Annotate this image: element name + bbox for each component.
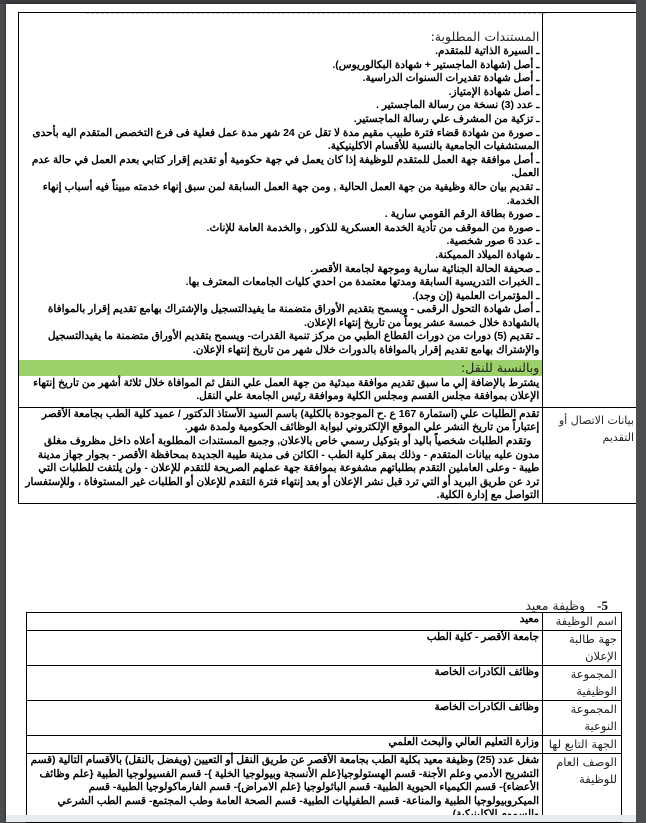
job-row-label: الجهة التابع لها <box>543 736 622 754</box>
job-row <box>27 613 622 631</box>
job-row-label: الوصف العام للوظيفة <box>543 754 622 823</box>
job-row-value: شغل عدد (25) وظيفة معيد بكلية الطب بجامعة الأقصر عن طريق النقل أو التعيين (ويفضل بالنقل) بالأقسام التالية (قسم التشريح الأدمي وعلم الأجنة- قسم الهستولوجيا{علم الأنسجة وبيولوجيا الخلية }- قسم الفسيولوجيا الطبية {علم وظائف الأعضاء}- قسم الكيمياء الحيوية الطبية- قسم الباثولوجيا {علم الامراض}- قسم الفارماكولوجيا الطبية- قسم الميكروبيولوجيا الطبية والمناعة- قسم الطفيليات الطبية- قسم الصحة العامة وطب المجتمع- قسم الطب الشرعي <box>27 754 543 823</box>
job-row-label: المجموعة الوظيفية <box>543 666 622 701</box>
requirement-item: ـ صورة بطاقة الرقم القومي سارية . <box>384 208 540 221</box>
job-details-table <box>26 612 622 823</box>
job-row-value: معيد <box>27 613 543 631</box>
job-row-label: جهة طالبة الإعلان <box>543 631 622 666</box>
job-row <box>27 631 622 666</box>
requirements-row <box>19 13 638 408</box>
requirements-cell <box>19 13 543 408</box>
section-title: وظيفة معيد <box>525 598 586 613</box>
contact-label: بيانات الاتصال أو التقديم <box>543 407 638 503</box>
requirements-list <box>22 45 539 358</box>
requirement-item: ـ شهادة الميلاد المميكنة. <box>435 248 540 261</box>
job-row-label: اسم الوظيفة <box>543 613 622 631</box>
contact-cell <box>19 407 543 503</box>
section-number: 5- <box>597 598 608 613</box>
job-row <box>27 736 622 754</box>
requirements-title: المستندات المطلوبة: <box>430 29 540 44</box>
job-row-value: وظائف الكادرات الخاصة <box>27 666 543 701</box>
requirements-label-cell <box>543 13 638 408</box>
job-row <box>27 754 622 823</box>
transfer-text: يشترط بالإضافة إلي ما سبق تقديم موافقة مبدئية من جهة العمل علي النقل ثم الموافاة خلال ثلاثة أشهر من تاريخ إنتهاء الإعلان بموافقة مجلس القسم ومجلس الكلية وموافقة رئيس الجامعة علي النقل. <box>33 376 540 403</box>
job-row <box>27 666 622 701</box>
requirement-item: ـ تقديم (5) دورات من دورات القطاع الطبي من مركز تنمية القدرات- ويسمح بتقديم الأوراق متضمنة ما يفيدالتسجيل والإشتراك بهامع تقديم إقرار بالموافاة بالدورات خلال شهر من تاريخ إنتهاء الإعلان. <box>47 330 540 357</box>
requirement-item: ـ تقديم بيان حالة وظيفية من جهة العمل الحالية , ومن جهة العمل السابقة لمن سبق إنهاء خدمته مبيناً فيه أسباب إنهاء الخدمة. <box>42 180 540 207</box>
requirement-item: ـ صحيفة الحالة الجنائية سارية وموجهة لجامعة الأقصر. <box>310 262 540 275</box>
requirement-item: ـ الخبرات التدريسية السابقة ومدتها معتمدة من احدي كليات الجامعات المعترف بها. <box>185 276 540 289</box>
requirement-item: ـ عدد 6 صور شخصية. <box>446 235 540 248</box>
requirement-item: ـ أصل شهادة التحول الرقمى - ويسمح بتقديم الأوراق متضمنة ما يفيدالتسجيل والإشتراك بهامع تقديم إقرار بالموافاة بالشهادة خلال خمسة عشر يوماً من تاريخ إنتهاء الإعلان. <box>47 303 540 329</box>
page-bottom-edge <box>6 815 636 822</box>
viewer-scrollbar-gutter[interactable] <box>636 0 646 822</box>
requirement-item: ـ أصل شهادة تقديرات السنوات الدراسية. <box>362 72 540 85</box>
requirements-table <box>18 12 638 504</box>
requirement-item: ـ أصل (شهادة الماجستير + شهادة البكالوريوس). <box>332 58 540 71</box>
job-row-label: المجموعة النوعية <box>543 701 622 736</box>
requirement-item: ـ السيرة الذاتية للمتقدم. <box>435 45 540 57</box>
job-row <box>27 701 622 736</box>
job-row-value: جامعة الأقصر - كلية الطب <box>27 631 543 666</box>
requirement-item: ـ صورة من شهادة قضاء فترة طبيب مقيم مدة لا تقل عن 24 شهر مدة عمل فعلية فى فرع التخصص المتقدم اليه بأحدى المستشفيات الجامعية بالنسبة للأقسام الاكلينيكية. <box>32 126 540 153</box>
requirement-item: ـ أصل موافقة جهة العمل للمتقدم للوظيفة إذا كان يعمل في جهة حكومية أو تقديم إقرار كتابي بعدم العمل في حالة عدم العمل. <box>31 153 540 180</box>
contact-paragraph: تقدم الطلبات علي (استمارة 167 ع .ح الموجودة بالكلية) باسم السيد الأستاذ الدكتور / عميد كلية الطب بجامعة الأقصر إعتباراً من تاريخ النشر علي الموقع الإلكتروني لبوابة الوظائف الحكومية ولمدة شهر. <box>41 407 540 434</box>
requirement-item: ـ أصل شهادة الإمتياز. <box>448 85 540 98</box>
requirement-item: ـ عدد (3) نسخة من رسالة الماجستير . <box>376 99 540 112</box>
requirement-item: ـ صورة من الموقف من تأدية الخدمة العسكرية للذكور , والخدمة العامة للإناث. <box>206 221 540 234</box>
job-row-value: وزارة التعليم العالي والبحث العلمي <box>27 736 543 754</box>
job-row-value: وظائف الكادرات الخاصة <box>27 701 543 736</box>
requirement-item: ـ المؤتمرات العلمية (إن وجد). <box>412 289 540 302</box>
contact-paragraph: وتقدم الطلبات شخصياً باليد أو بتوكيل رسمي خاص بالاعلان, وجميع المستندات المطلوبة أعلاه داخل مظروف مغلق مدون عليه بيانات المتقدم - وذلك بمقر كلية الطب - الكائن فى مدينة طيبة الجديدة بمحافظة الأقصر - بجوار جهاز مدينة طيبة - وعلى العاملين التقدم بطلباتهم مشفوعة بموافقة جهة عملهم الصريحة للتقدم للإعلان - ولن يلتفت للطلبات التي ترد عن طريق البريد أو التي ترد قبل نشر الإعلان أو بعد إنتهاء فترة التقدم للإعلان أو الطلبات غير المستوفاة ، وللإستفسار التواصل مع إدارة الكلية. <box>25 435 540 502</box>
contact-row <box>19 407 638 503</box>
transfer-title-highlight: وبالنسبة للنقل: <box>19 360 542 376</box>
requirement-item: ـ تزكية من المشرف علي رسالة الماجستير. <box>353 112 540 125</box>
